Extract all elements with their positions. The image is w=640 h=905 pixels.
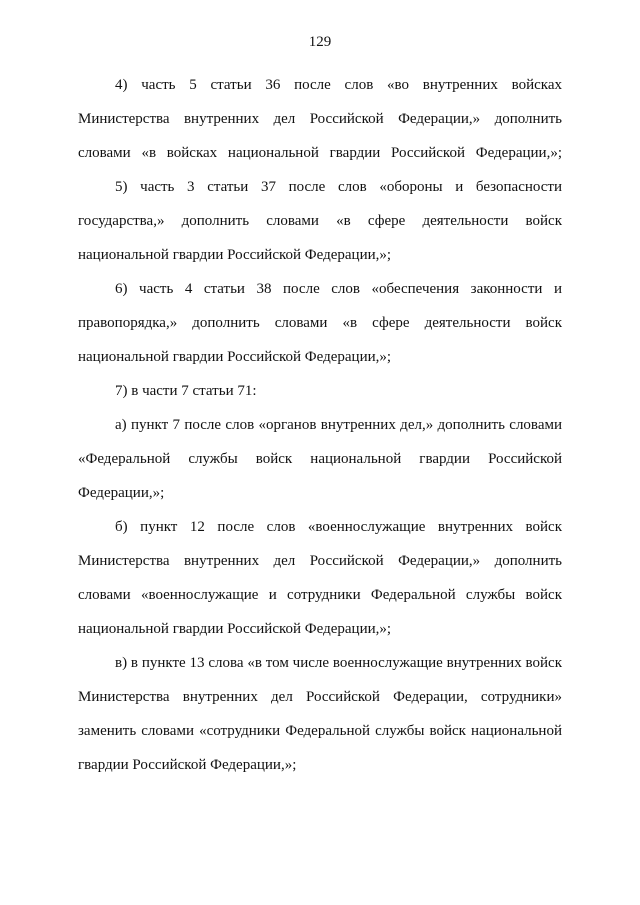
text-line: национальной гвардии Российской Федерации,»; bbox=[78, 247, 392, 263]
text-line: Министерства внутренних дел Российской Федерации, сотрудники» bbox=[78, 689, 562, 705]
page-number: 129 bbox=[308, 34, 332, 50]
text-line: 6) часть 4 статьи 38 после слов «обеспечения законности и bbox=[115, 281, 562, 297]
text-line: Министерства внутренних дел Российской Федерации,» дополнить bbox=[78, 553, 562, 569]
paragraph-subitem-b bbox=[78, 510, 562, 646]
paragraph-item-4 bbox=[78, 68, 562, 170]
text-line: а) пункт 7 после слов «органов внутренних дел,» дополнить словами bbox=[115, 417, 562, 433]
text-line: национальной гвардии Российской Федерации,»; bbox=[78, 349, 392, 365]
paragraph-subitem-v bbox=[78, 646, 562, 782]
text-line: 5) часть 3 статьи 37 после слов «обороны и безопасности bbox=[115, 179, 562, 195]
text-line: 7) в части 7 статьи 71: bbox=[115, 383, 257, 399]
text-line: «Федеральной службы войск национальной гвардии Российской bbox=[78, 451, 562, 467]
text-line: словами «в войсках национальной гвардии Российской Федерации,»; bbox=[78, 145, 562, 161]
text-line: Министерства внутренних дел Российской Федерации,» дополнить bbox=[78, 111, 562, 127]
text-line: 4) часть 5 статьи 36 после слов «во внутренних войсках bbox=[115, 77, 562, 93]
text-line: б) пункт 12 после слов «военнослужащие внутренних войск bbox=[115, 519, 562, 535]
paragraph-item-6 bbox=[78, 272, 562, 374]
document-body bbox=[78, 68, 562, 782]
text-line: Федерации,»; bbox=[78, 485, 165, 501]
paragraph-item-7 bbox=[78, 374, 562, 408]
text-line: национальной гвардии Российской Федерации,»; bbox=[78, 621, 392, 637]
text-line: словами «военнослужащие и сотрудники Федеральной службы войск bbox=[78, 587, 562, 603]
text-line: правопорядка,» дополнить словами «в сфере деятельности войск bbox=[78, 315, 562, 331]
paragraph-item-5 bbox=[78, 170, 562, 272]
paragraph-subitem-a bbox=[78, 408, 562, 510]
text-line: в) в пункте 13 слова «в том числе военнослужащие внутренних войск bbox=[115, 655, 562, 671]
text-line: государства,» дополнить словами «в сфере деятельности войск bbox=[78, 213, 562, 229]
text-line: заменить словами «сотрудники Федеральной службы войск национальной bbox=[78, 723, 562, 739]
text-line: гвардии Российской Федерации,»; bbox=[78, 757, 297, 773]
